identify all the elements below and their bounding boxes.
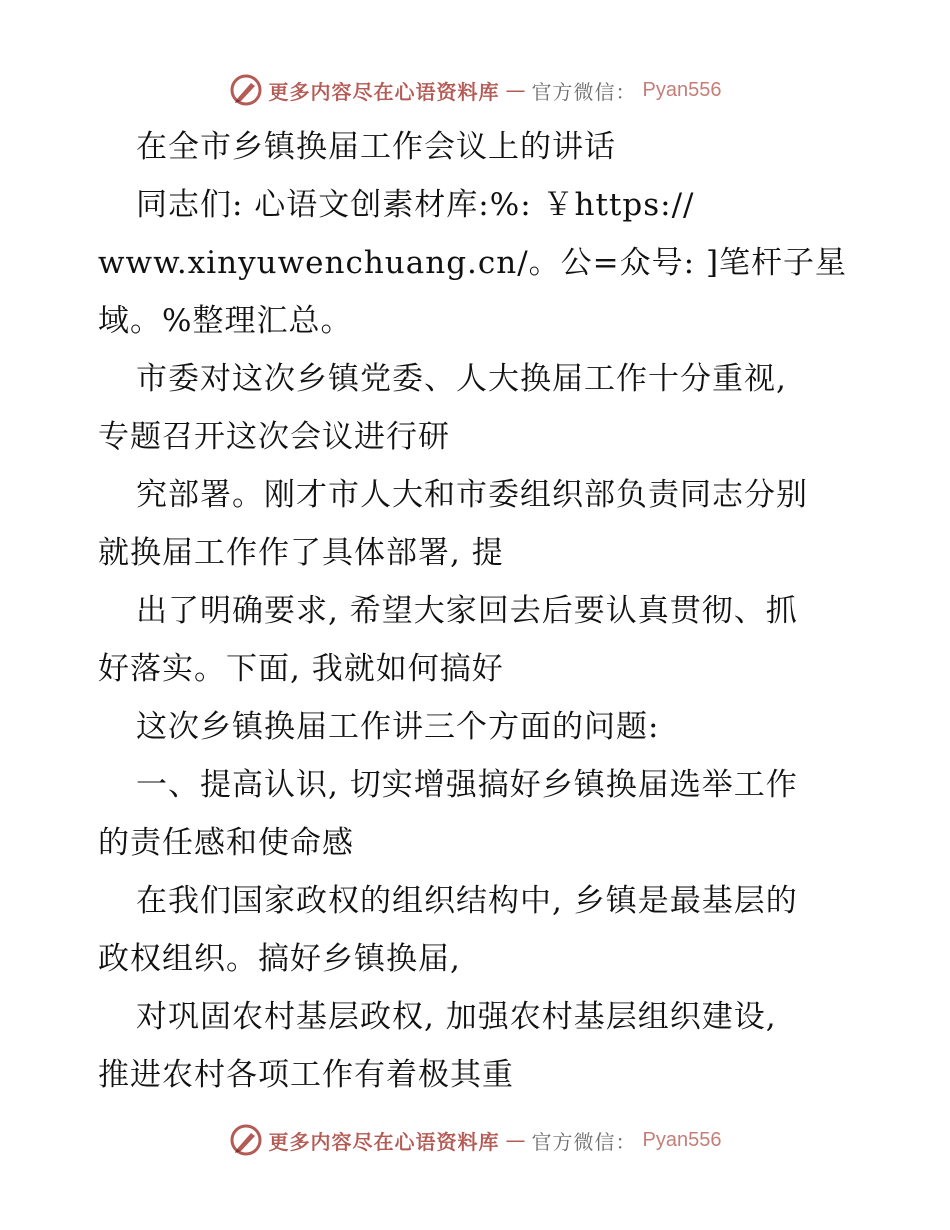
text-line: 好落实。下面, 我就如何搞好 [98, 651, 504, 687]
text-line: 就换届工作作了具体部署, 提 [98, 535, 504, 571]
pen-logo-icon [229, 1123, 263, 1157]
banner-brand: 更多内容尽在心语资料库 [268, 1129, 500, 1154]
banner-dash: — [505, 78, 526, 102]
footer-banner [0, 1120, 950, 1160]
document-body [98, 118, 858, 1104]
banner-wechat-handle: Pyan556 [642, 78, 722, 101]
text-line: 推进农村各项工作有着极其重 [98, 1057, 514, 1093]
header-banner [0, 70, 950, 110]
text-line: 政权组织。搞好乡镇换届, [98, 941, 461, 977]
text-line: 市委对这次乡镇党委、人大换届工作十分重视, [136, 361, 787, 397]
banner-official-label: 官方微信： [531, 1129, 637, 1154]
banner-dash: — [505, 1128, 526, 1152]
section-heading-continued: 的责任感和使命感 [98, 825, 354, 861]
banner-wechat-handle: Pyan556 [642, 1128, 722, 1151]
text-line: 专题召开这次会议进行研 [98, 419, 450, 455]
document-title: 在全市乡镇换届工作会议上的讲话 [136, 129, 616, 165]
text-line: 同志们: 心语文创素材库:%: ￥https:// [136, 187, 695, 223]
text-line: www.xinyuwenchuang.cn/。公=众号: ]笔杆子星 [98, 245, 848, 281]
banner-official-label: 官方微信： [531, 79, 637, 104]
pen-logo-icon [229, 73, 263, 107]
text-line: 对巩固农村基层政权, 加强农村基层组织建设, [136, 999, 777, 1035]
banner-brand: 更多内容尽在心语资料库 [268, 79, 500, 104]
text-line: 这次乡镇换届工作讲三个方面的问题: [136, 709, 660, 745]
text-line: 究部署。刚才市人大和市委组织部负责同志分别 [136, 477, 808, 513]
text-line: 域。%整理汇总。 [98, 303, 353, 339]
text-line: 在我们国家政权的组织结构中, 乡镇是最基层的 [136, 883, 798, 919]
text-line: 出了明确要求, 希望大家回去后要认真贯彻、抓 [136, 593, 798, 629]
section-heading: 一、提高认识, 切实增强搞好乡镇换届选举工作 [136, 767, 798, 803]
